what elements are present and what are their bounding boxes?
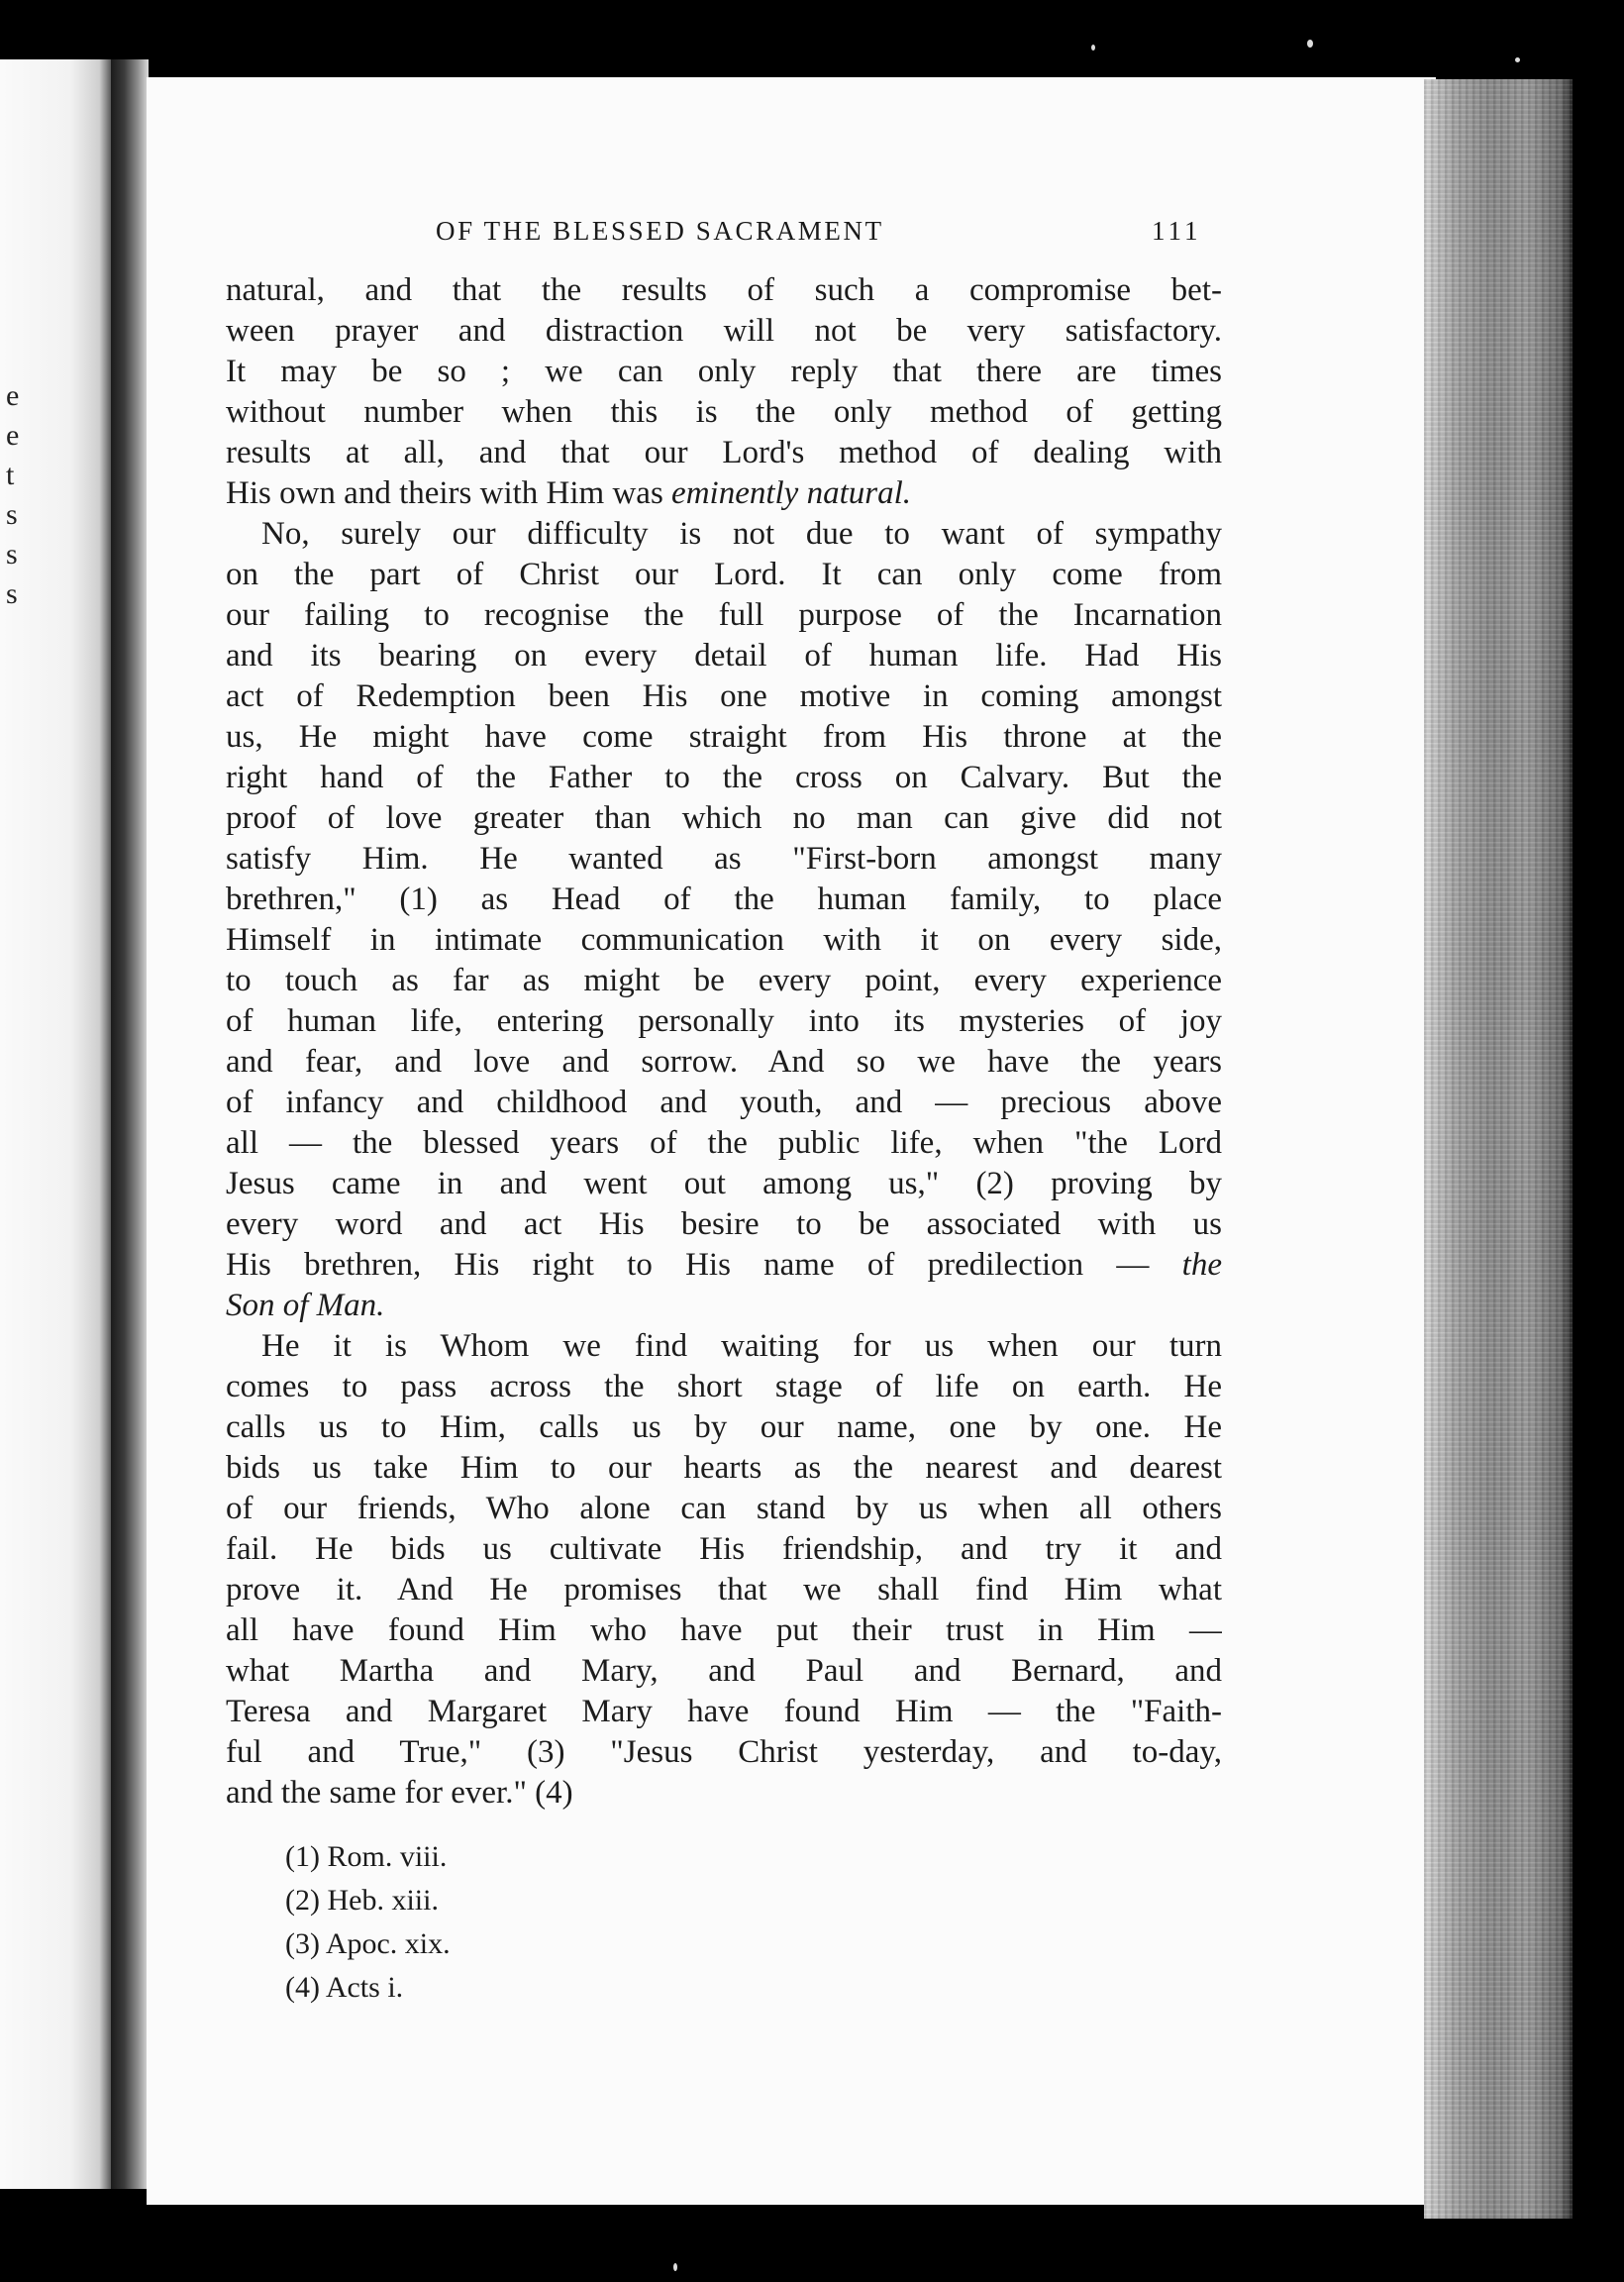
text-line: what Martha and Mary, and Paul and Bernard, and bbox=[226, 1653, 1222, 1689]
left-letter: e bbox=[6, 419, 20, 452]
text-line: His brethren, His right to His name of predilection — the bbox=[226, 1247, 1222, 1283]
text-line: bids us take Him to our hearts as the nearest and dearest bbox=[226, 1450, 1222, 1486]
text-line: No, surely our difficulty is not due to want of sympathy bbox=[261, 516, 1222, 552]
paragraph bbox=[226, 514, 1222, 1326]
footnote: (1) Rom. viii. bbox=[285, 1840, 448, 1873]
text-line: and the same for ever." (4) bbox=[226, 1775, 573, 1811]
left-letter: t bbox=[6, 459, 15, 491]
text-line: and fear, and love and sorrow. And so we have the years bbox=[226, 1044, 1222, 1080]
scan-speck bbox=[1307, 40, 1313, 48]
text-line: us, He might have come straight from His throne at the bbox=[226, 719, 1222, 755]
text-line: and its bearing on every detail of human life. Had His bbox=[226, 638, 1222, 674]
left-letter: s bbox=[6, 498, 18, 531]
text-line: of our friends, Who alone can stand by us when all others bbox=[226, 1491, 1222, 1526]
footnotes bbox=[285, 1835, 451, 2010]
paragraph bbox=[226, 1326, 1222, 1814]
text-line: of human life, entering personally into its mysteries of joy bbox=[226, 1003, 1222, 1039]
text-line: ween prayer and distraction will not be very satisfactory. bbox=[226, 313, 1222, 349]
text-line: He it is Whom we find waiting for us when our turn bbox=[261, 1328, 1222, 1364]
text-line: It may be so ; we can only reply that there are times bbox=[226, 354, 1222, 389]
text-line: prove it. And He promises that we shall find Him what bbox=[226, 1572, 1222, 1608]
text-line: on the part of Christ our Lord. It can only come from bbox=[226, 557, 1222, 592]
text-line: calls us to Him, calls us by our name, one by one. He bbox=[226, 1409, 1222, 1445]
text-line: results at all, and that our Lord's method of dealing with bbox=[226, 435, 1222, 470]
footnote: (4) Acts i. bbox=[285, 1971, 404, 2004]
page-block-edges bbox=[1424, 79, 1573, 2219]
italic-phrase: the bbox=[1181, 1247, 1222, 1283]
text-line bbox=[226, 1286, 1222, 1326]
scan-speck bbox=[1091, 45, 1095, 51]
paragraph bbox=[226, 270, 1222, 514]
text-line: to touch as far as might be every point, every experience bbox=[226, 963, 1222, 998]
text-line: Teresa and Margaret Mary have found Him — the "Faith- bbox=[226, 1694, 1222, 1729]
text-line: our failing to recognise the full purpose of the Incarnation bbox=[226, 597, 1222, 633]
left-letter: s bbox=[6, 538, 18, 570]
italic-phrase: Son of Man. bbox=[226, 1288, 385, 1323]
body-text bbox=[226, 270, 1222, 1814]
text-line: proof of love greater than which no man can give did not bbox=[226, 800, 1222, 836]
text-line: satisfy Him. He wanted as "First-born amongst many bbox=[226, 841, 1222, 877]
left-page-edge bbox=[0, 59, 117, 2189]
left-letter: s bbox=[6, 577, 18, 610]
text-line: Jesus came in and went out among us," (2) proving by bbox=[226, 1166, 1222, 1201]
text-line: fail. He bids us cultivate His friendship, and try it and bbox=[226, 1531, 1222, 1567]
text-line: without number when this is the only method of getting bbox=[226, 394, 1222, 430]
book-gutter bbox=[111, 59, 149, 2189]
text-line: Himself in intimate communication with it on every side, bbox=[226, 922, 1222, 958]
running-head: OF THE BLESSED SACRAMENT bbox=[436, 216, 884, 246]
scan-speck bbox=[673, 2263, 677, 2271]
footnote: (2) Heb. xiii. bbox=[285, 1884, 439, 1917]
scan-speck bbox=[1515, 57, 1520, 62]
text-line: act of Redemption been His one motive in coming amongst bbox=[226, 678, 1222, 714]
italic-phrase: eminently natural. bbox=[671, 475, 912, 511]
text-line: ful and True," (3) "Jesus Christ yesterday, and to-day, bbox=[226, 1734, 1222, 1770]
page-number: 111 bbox=[1152, 216, 1202, 246]
text-line: every word and act His besire to be associated with us bbox=[226, 1206, 1222, 1242]
text-line: natural, and that the results of such a compromise bet- bbox=[226, 272, 1222, 308]
text-line: His own and theirs with Him was eminently natural. bbox=[226, 475, 912, 511]
footnote: (3) Apoc. xix. bbox=[285, 1927, 451, 1960]
text-line: brethren," (1) as Head of the human family, to place bbox=[226, 882, 1222, 917]
text-line: of infancy and childhood and youth, and — precious above bbox=[226, 1085, 1222, 1120]
text-line: right hand of the Father to the cross on Calvary. But the bbox=[226, 760, 1222, 795]
text-line: all have found Him who have put their trust in Him — bbox=[226, 1612, 1222, 1648]
text-line: comes to pass across the short stage of life on earth. He bbox=[226, 1369, 1222, 1404]
left-page-letters bbox=[6, 376, 22, 614]
text-line: all — the blessed years of the public life, when "the Lord bbox=[226, 1125, 1222, 1161]
left-letter: e bbox=[6, 379, 20, 412]
